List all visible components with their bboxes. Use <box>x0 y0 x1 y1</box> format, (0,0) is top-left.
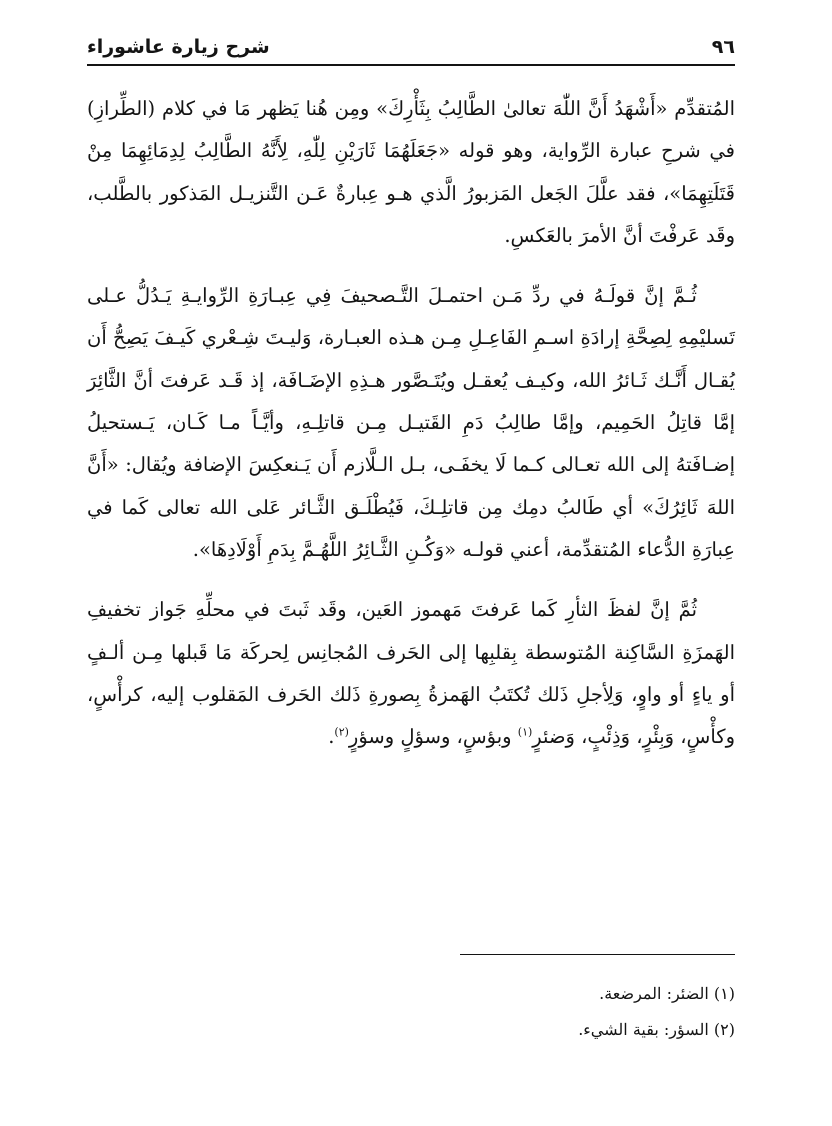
paragraph-3-end: . <box>328 725 335 749</box>
page-number: ٩٦ <box>711 36 735 58</box>
paragraph-1: المُتقدِّم «أَشْهَدُ أَنَّ اللّٰهَ تعالىٰ الطَّالِبُ بِثَأْرِكَ» ومِن هُنا يَظهر مَا في كلام (الطِّرازِ) في شرحِ عبارة الرِّواية، وهو قوله «جَعَلَهُمَا ثَارَيْنِ لِلّٰهِ، لِأَنَّهُ الطَّالِبُ لِدِمَائِهِمَا مِنْ قَتَلَتِهِمَا»، فقد علَّلَ الجَعل المَزبورُ الَّذي هـو عِبارةٌ عَـن التَّنزيـل المَذكور بالطَّلب، وقَد عَرفْتَ أنَّ الأمرَ بالعَكسِ. <box>87 97 735 247</box>
footnote-ref-1: (١) <box>517 725 533 739</box>
footnote-2: (٢) السؤر: بقية الشيء. <box>578 1020 735 1039</box>
footnote-1: (١) الضئر: المرضعة. <box>599 984 735 1003</box>
book-title: شرح زيارة عاشوراء <box>87 36 270 58</box>
footnotes <box>87 976 735 1048</box>
running-header <box>87 30 735 66</box>
paragraph-3-continued: وبؤسٍ، وسؤلٍ وسؤرٍ <box>348 725 518 749</box>
footnote-ref-2: (٢) <box>334 725 349 739</box>
footnote-divider <box>460 954 735 955</box>
paragraph-3 <box>87 589 735 758</box>
paragraph-2: ثُـمَّ إنَّ قولَـهُ في ردِّ مَـن احتمـلَ التَّـصحيفَ فِي عِبـارَةِ الرِّوايـةِ يَـدُلُّ عـلى تَسليْمِهِ لِصِحَّةِ إرادَةِ اسـمِ الفَاعِـلِ مِـن هـذه العبـارة، وَليـتَ شِـعْري كَيـفَ يَصِحُّ أَن يُقـال أَنَّـك ثَـائرُ الله، وكيـف يُعقـل ويُتَـصَّور هـذِهِ الإضَـافَة، إذ قَـد عَرفتَ أنَّ الثَّائِرَ إمَّا قاتِلُ الحَمِيم، وإمَّا طالِبُ دَمِ القَتيـل مِـن قاتلِـهِ، وأيَّـاً مـا كَـان، يَـستحيلُ إضـافَتهُ إلى الله تعـالى كـما لَا يخفَـى، بـل الـلَّازم أَن يَـنعكِسَ الإضافة ويُقال: «أَنَّ اللهَ ثَائِرُكَ» أي طَالبُ دمِك مِن قاتلِـكَ، فَيُطْلَـق الثَّـائر عَلى الله تعالى كَما في عِبارَةِ الدُّعاء المُتقدِّمة، أعني قولـه «وَكُـنِ الثَّـائِرُ اللَّهُـمَّ بِدَمِ أَوْلَادِهَا». <box>87 284 735 561</box>
main-text <box>87 88 735 758</box>
paragraph-3-text: ثُمَّ إنَّ لفظَ الثأرِ كَما عَرفتَ مَهموز العَين، وقَد ثَبتَ في محلِّهِ جَواز تخفيفِ الهَمزَةِ السَّاكِنة المُتوسطة بِقلبِها إلى الحَرف المُجانِس لِحركَة مَا قَبلها مِـن ألـفٍ أو ياءٍ أو واوٍ، وَلِأجلِ ذَلك تُكتَبُ الهَمزةُ بِصورةِ ذَلك الحَرف المَقلوب إليه، كرأْسٍ، وكأْسٍ، وَبِئْرٍ، وَذِئْبٍ، وَضئرٍ <box>87 598 735 749</box>
